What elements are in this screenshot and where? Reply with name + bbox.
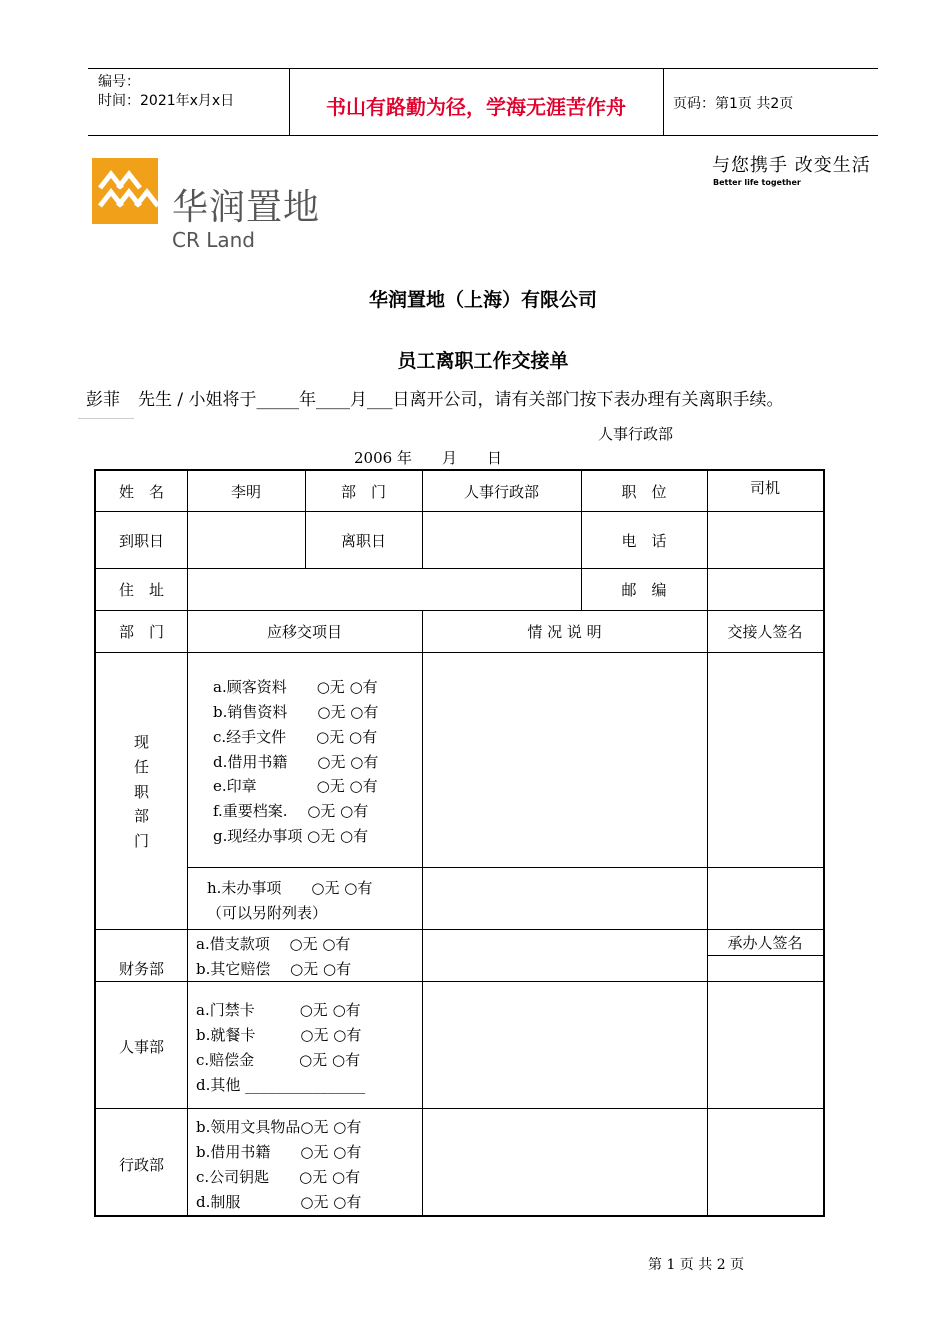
row-rule [96,568,823,569]
dept-label: 部 门 [340,483,386,501]
row-rule [96,610,823,611]
hr-item: c.赔偿金 ○无 ○有 [196,1051,361,1069]
pending-items-row: h.未办事项 ○无 ○有 [207,879,373,897]
zip-label: 邮 编 [621,581,667,599]
finance-dept-label: 财务部 [118,960,164,978]
crland-logo [92,158,158,224]
brand-slogan-en: Better life together [713,178,801,187]
address-label: 住 址 [118,581,164,599]
crland-logo-mark-icon [92,158,158,224]
current-dept-item: b.销售资料 ○无 ○有 [213,703,379,721]
doc-number-label: 编号： [98,74,140,90]
current-dept-item: g.现经办事项 ○无 ○有 [213,827,369,845]
row-rule [187,867,823,868]
hr-item: d.其他 ________________ [196,1076,366,1094]
position-value: 司机 [749,479,780,497]
row-rule [707,955,823,956]
doc-time-label: 时间：2021年x月x日 [98,93,235,109]
undertaker-sign-label: 承办人签名 [727,934,803,952]
header-bottom-rule [88,135,878,136]
position-label: 职 位 [621,483,667,501]
intro-line [86,385,784,410]
current-dept-item: e.印章 ○无 ○有 [213,777,378,795]
brand-name-cn: 华润置地 [172,187,321,228]
current-dept-item: f.重要档案. ○无 ○有 [213,802,369,820]
header-top-rule [88,68,878,69]
current-dept-item: d.借用书籍 ○无 ○有 [213,753,379,771]
admin-item: b.领用文具物品○无 ○有 [196,1118,362,1136]
issue-date: 2006 年 月 日 [354,449,502,467]
company-title: 华润置地（上海）有限公司 [368,289,597,311]
row-rule [96,1108,823,1109]
row-rule [96,652,823,653]
finance-item: b.其它赔偿 ○无 ○有 [196,960,352,978]
footer-page-number: 第 1 页 共 2 页 [648,1257,745,1273]
name-value: 李明 [230,483,261,501]
form-title: 员工离职工作交接单 [397,350,569,372]
admin-item: b.借用书籍 ○无 ○有 [196,1143,362,1161]
name-label: 姓 名 [118,483,164,501]
section-dept-header: 部 门 [118,623,164,641]
brand-name-en: CR Land [172,228,255,252]
current-dept-item: c.经手文件 ○无 ○有 [213,728,378,746]
dept-value: 人事行政部 [463,483,539,501]
brand-slogan-cn: 与您携手 改变生活 [712,155,871,176]
pending-items-note: （可以另附列表） [207,904,328,922]
page-number-label: 页码：第1页 共2页 [673,96,794,112]
phone-label: 电 话 [621,532,667,550]
row-rule [96,929,823,930]
handover-form-table [94,469,825,1217]
header-motto: 书山有路勤为径，学海无涯苦作舟 [326,95,626,119]
join-date-label: 到职日 [118,532,164,550]
col-rule [187,471,188,1215]
intro-underline [78,418,134,419]
col-rule [707,471,708,1215]
leave-date-label: 离职日 [340,532,386,550]
admin-dept-label: 行政部 [118,1156,164,1174]
hr-item: b.就餐卡 ○无 ○有 [196,1026,362,1044]
employee-name: 彭菲 [86,390,120,410]
row-rule [96,511,823,512]
handover-sign-header: 交接人签名 [727,623,803,641]
header-divider-2 [663,68,664,136]
col-rule [422,610,423,1215]
issuer-dept: 人事行政部 [598,425,674,443]
admin-item: d.制服 ○无 ○有 [196,1193,362,1211]
current-dept-item: a.顾客资料 ○无 ○有 [213,678,378,696]
hr-dept-label: 人事部 [118,1038,164,1056]
admin-item: c.公司钥匙 ○无 ○有 [196,1168,361,1186]
intro-text: 先生 / 小姐将于_____年____月___日离开公司，请有关部门按下表办理有关离职手续。 [138,390,784,410]
finance-item: a.借支款项 ○无 ○有 [196,935,351,953]
description-header: 情 况 说 明 [527,623,602,641]
current-dept-label: 现 任 职 部 门 [133,733,149,851]
handover-items-header: 应移交项目 [266,623,342,641]
hr-item: a.门禁卡 ○无 ○有 [196,1001,361,1019]
